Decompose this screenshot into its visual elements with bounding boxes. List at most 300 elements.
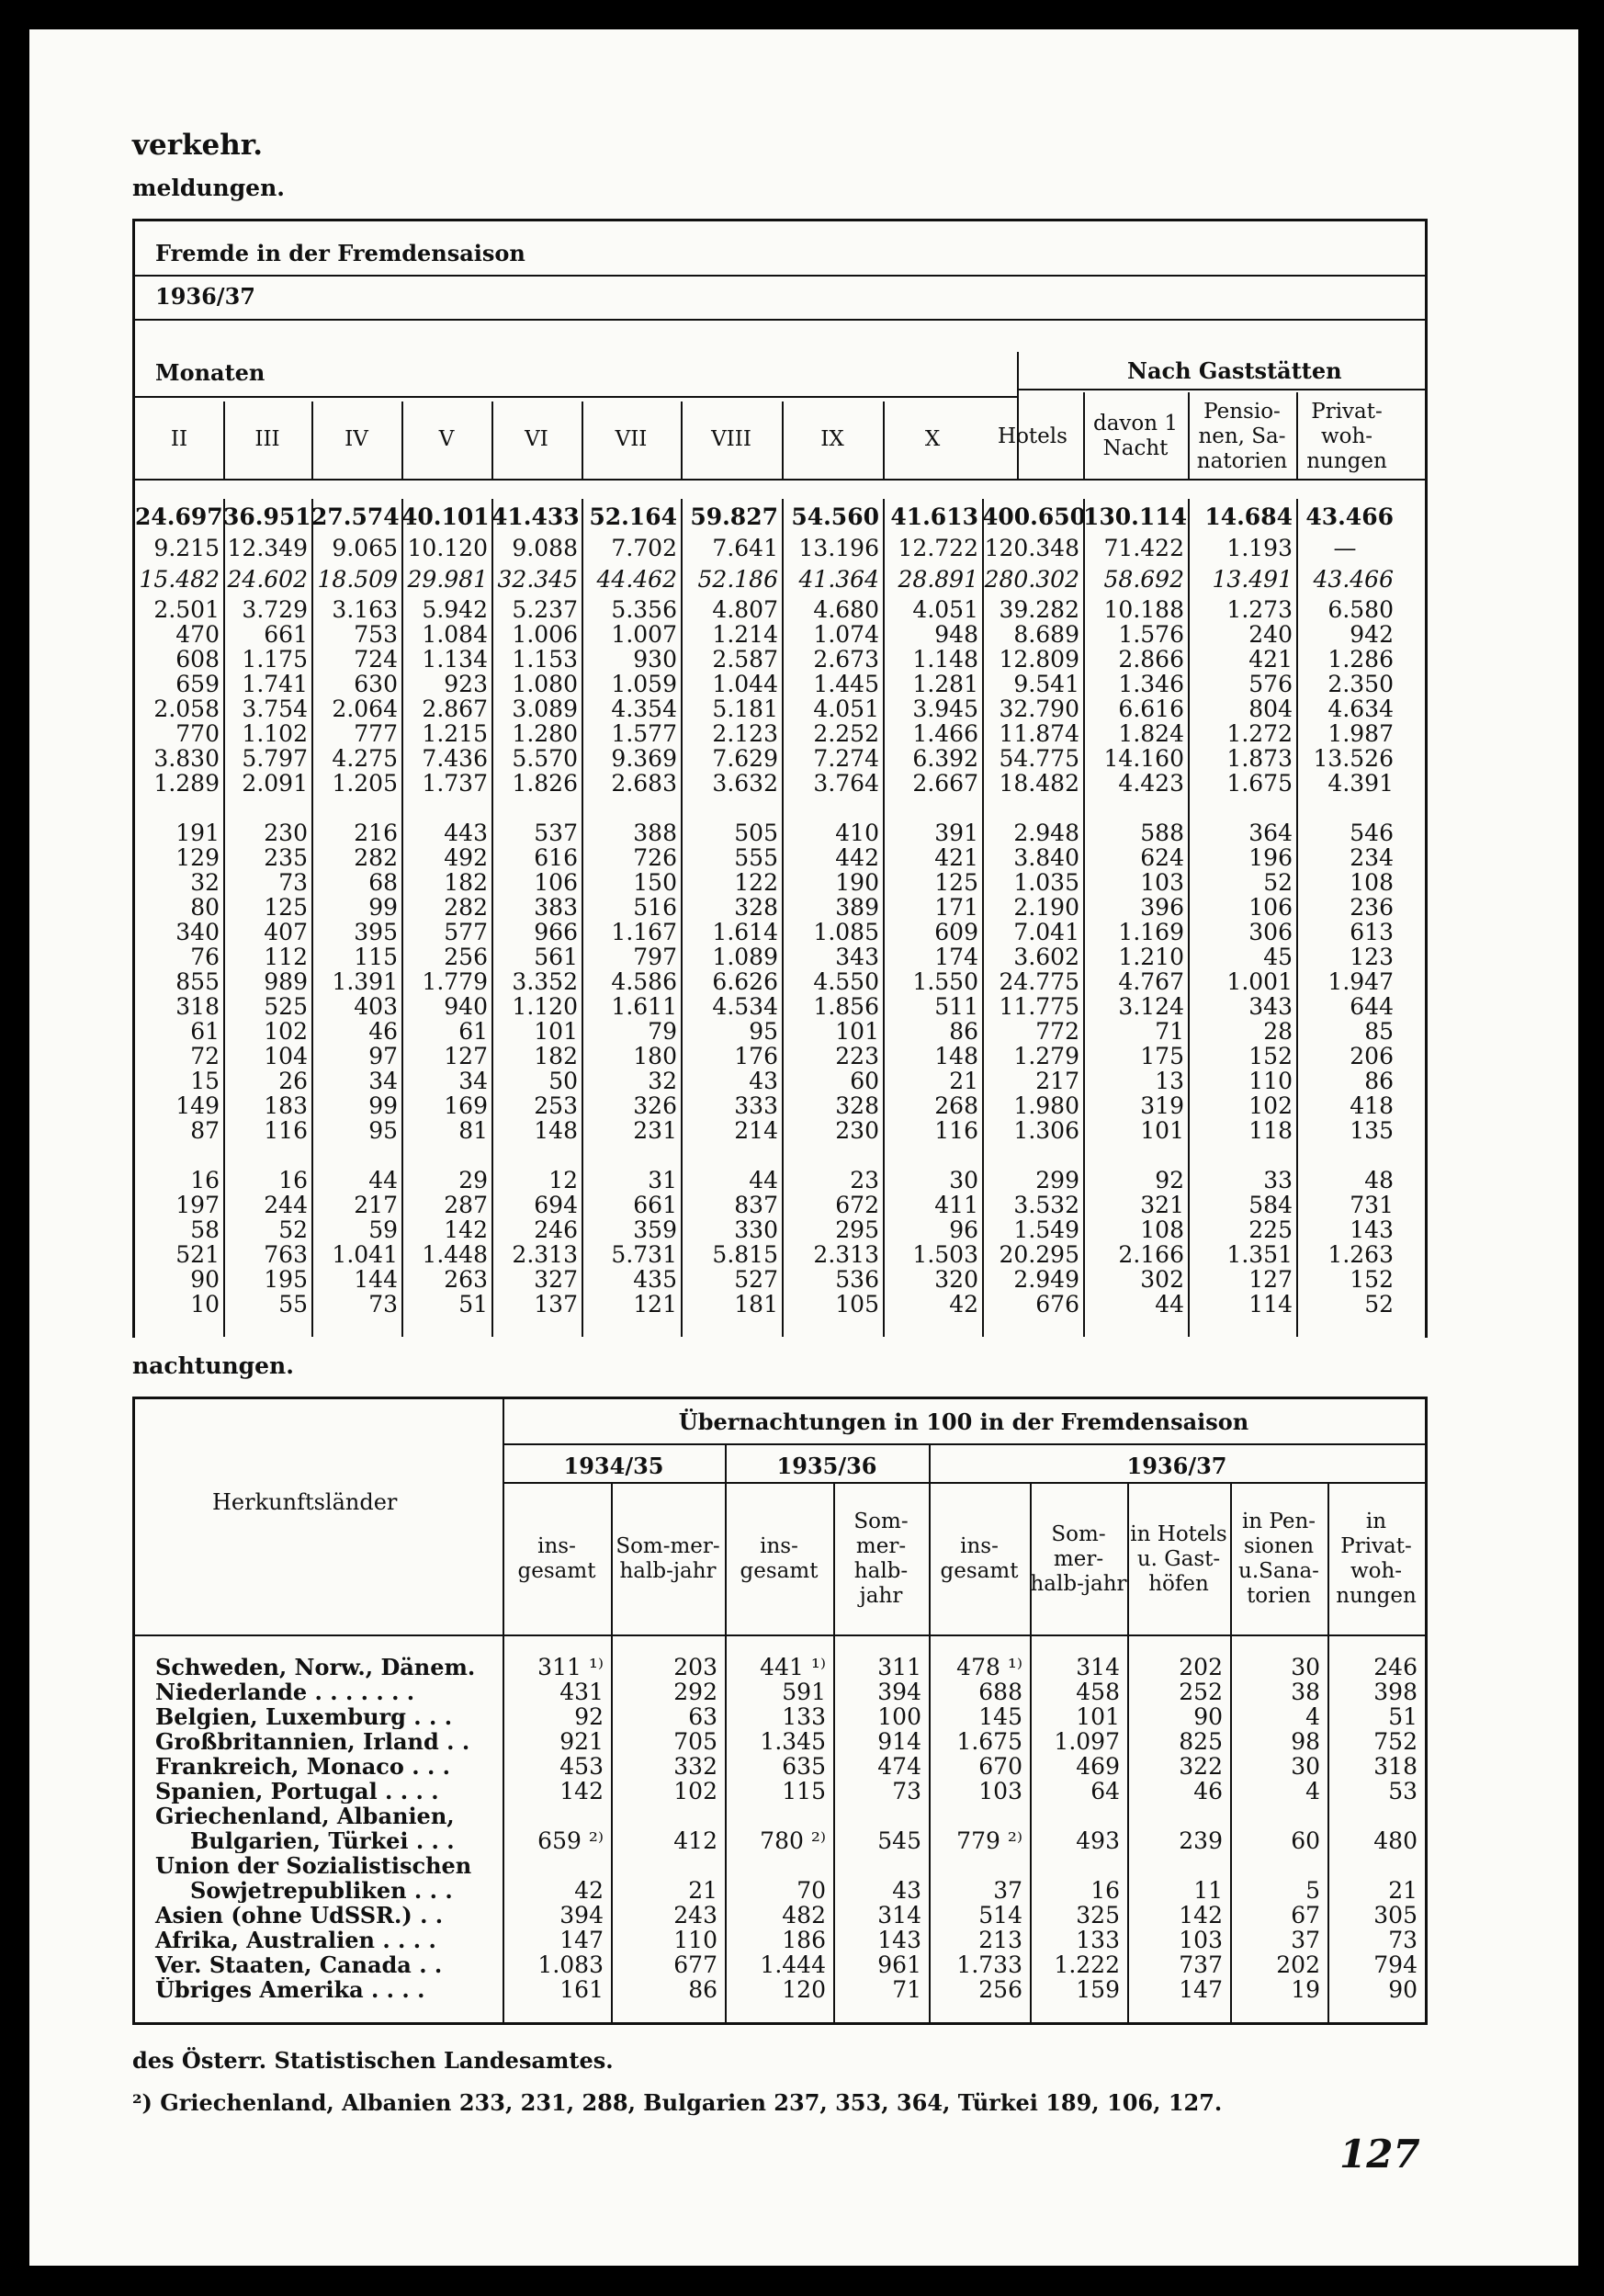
table-cell: 314	[1076, 1654, 1120, 1680]
table-cell: 705	[673, 1728, 717, 1755]
table-row	[135, 1655, 1425, 1680]
page	[29, 29, 1578, 2266]
table-cell: 110	[1248, 1068, 1293, 1094]
table-cell: 753	[354, 621, 398, 648]
table-cell: 672	[835, 1192, 879, 1218]
table-row	[135, 1217, 1397, 1242]
column-header: VII	[615, 426, 648, 451]
table-cell: 480	[1373, 1827, 1418, 1854]
table-cell: 4.550	[813, 968, 879, 995]
table-cell: 330	[734, 1216, 778, 1243]
table-cell: 1.120	[512, 993, 578, 1020]
table-cell: 137	[534, 1291, 578, 1318]
table-cell: 2.673	[813, 646, 879, 673]
table-cell: 24.697	[135, 503, 223, 530]
season-header: 1935/36	[776, 1453, 877, 1479]
table-row	[135, 1878, 1425, 1903]
column-header: Privat-woh-nungen	[1306, 399, 1387, 473]
table-cell: 332	[673, 1753, 717, 1780]
table-cell: 130.114	[1083, 503, 1188, 530]
table-cell: 3.089	[512, 696, 578, 722]
table-cell: 150	[633, 869, 677, 896]
table-cell: 1.445	[813, 671, 879, 697]
table-row	[135, 597, 1397, 622]
table-cell: 3.352	[512, 968, 578, 995]
table-cell: 2.123	[712, 720, 778, 747]
table-row	[135, 1903, 1425, 1928]
table2-title: Übernachtungen in 100 in der Fremdensaison	[678, 1408, 1249, 1435]
column-header: II	[170, 426, 188, 451]
table-cell: 1.263	[1327, 1241, 1394, 1268]
divider	[135, 319, 1425, 321]
table-cell: 27.574	[311, 503, 400, 530]
column-header: X	[924, 426, 941, 451]
table-cell: 318	[175, 993, 220, 1020]
table-cell: 240	[1248, 621, 1293, 648]
table-cell: 20.295	[999, 1241, 1079, 1268]
table-cell: 1.503	[912, 1241, 978, 1268]
table-cell: 12.722	[898, 535, 978, 561]
table-cell: 1.273	[1226, 596, 1293, 623]
table-cell: 175	[1140, 1043, 1184, 1069]
table-cell: 10.188	[1103, 596, 1184, 623]
table-row	[135, 771, 1397, 796]
table-cell: 364	[1248, 820, 1293, 846]
table-row	[135, 969, 1397, 994]
table-cell: 252	[1179, 1679, 1223, 1705]
table-cell: 81	[458, 1117, 488, 1144]
table-cell: 61	[190, 1018, 220, 1045]
table-cell: 1.215	[422, 720, 488, 747]
table-cell: 102	[673, 1778, 717, 1804]
table-row	[135, 504, 1397, 529]
table-cell: 196	[1248, 844, 1293, 871]
table-cell: 1.035	[1013, 869, 1079, 896]
table-cell: 263	[444, 1266, 488, 1293]
table-cell: 411	[934, 1192, 978, 1218]
table-cell: 256	[444, 944, 488, 970]
table-cell: 29.981	[407, 566, 488, 593]
table1-title: Fremde in der Fremdensaison	[155, 240, 525, 266]
table-cell: 13.526	[1313, 745, 1394, 772]
table-cell: 13	[1155, 1068, 1184, 1094]
table-cell: 396	[1140, 894, 1184, 921]
table-cell: 230	[835, 1117, 879, 1144]
table-cell: 103	[978, 1778, 1022, 1804]
table-cell: 825	[1179, 1728, 1223, 1755]
table-cell: 174	[934, 944, 978, 970]
table-cell: 1.272	[1226, 720, 1293, 747]
table-cell: 545	[877, 1827, 921, 1854]
table-cell: 46	[368, 1018, 398, 1045]
table-cell: 561	[534, 944, 578, 970]
column-header: Som-mer-halb-jahr	[853, 1510, 909, 1608]
divider	[135, 275, 1425, 277]
table-cell: 493	[1076, 1827, 1120, 1854]
table-cell: 588	[1140, 820, 1184, 846]
table-cell: 21	[949, 1068, 978, 1094]
table-cell: 206	[1350, 1043, 1394, 1069]
table-cell: 1.947	[1327, 968, 1394, 995]
table-cell: 677	[673, 1951, 717, 1978]
table-cell: 21	[1388, 1877, 1418, 1904]
table-cell: 421	[1248, 646, 1293, 673]
divider	[135, 396, 1017, 398]
table-cell: 92	[574, 1703, 604, 1730]
table-row	[135, 1729, 1425, 1754]
table-cell: 120.348	[984, 535, 1079, 561]
table-cell: 14.684	[1204, 503, 1293, 530]
table-cell: 1.987	[1327, 720, 1394, 747]
table-cell: 103	[1179, 1927, 1223, 1953]
table-cell: 42	[574, 1877, 604, 1904]
table-row	[135, 647, 1397, 672]
table-cell: 694	[534, 1192, 578, 1218]
table-cell: 142	[444, 1216, 488, 1243]
table-cell: 40.101	[401, 503, 490, 530]
table-row	[135, 1292, 1397, 1317]
table-cell: 2.252	[813, 720, 879, 747]
table-cell: 182	[444, 869, 488, 896]
row-label: Niederlande . . . . . . .	[155, 1680, 415, 1704]
table-cell: 780 ²⁾	[760, 1827, 826, 1854]
table-cell: 45	[1263, 944, 1293, 970]
table-row	[135, 672, 1397, 696]
row-label: Griechenland, Albanien,	[155, 1804, 455, 1828]
table-row	[135, 1828, 1425, 1853]
table-cell: 100	[877, 1703, 921, 1730]
table-cell: 133	[782, 1703, 826, 1730]
table-row	[135, 1754, 1425, 1779]
table-cell: 144	[354, 1266, 398, 1293]
table-cell: 125	[934, 869, 978, 896]
table-cell: 15.482	[139, 566, 220, 593]
table-cell: 7.629	[712, 745, 778, 772]
table-cell: 112	[264, 944, 308, 970]
table-cell: 105	[835, 1291, 879, 1318]
table-cell: 236	[1350, 894, 1394, 921]
table-cell: 115	[354, 944, 398, 970]
table-cell: 10.120	[407, 535, 488, 561]
table-cell: 169	[444, 1092, 488, 1119]
table-row	[135, 870, 1397, 895]
table-cell: 942	[1350, 621, 1394, 648]
table-cell: 6.616	[1118, 696, 1184, 722]
table-cell: 161	[559, 1976, 604, 2003]
table-cell: 1.059	[611, 671, 677, 697]
table-cell: 794	[1373, 1951, 1418, 1978]
table-cell: 86	[1364, 1068, 1394, 1094]
column-header: in Hotels u. Gast-höfen	[1130, 1521, 1227, 1596]
table-cell: 492	[444, 844, 488, 871]
table-cell: 71	[892, 1976, 921, 2003]
table-cell: 525	[264, 993, 308, 1020]
table-cell: 1.085	[813, 919, 879, 945]
table-cell: 6.580	[1327, 596, 1394, 623]
table-cell: 121	[633, 1291, 677, 1318]
table-cell: 576	[1248, 671, 1293, 697]
table-cell: 18.509	[317, 566, 398, 593]
table-cell: 12.809	[999, 646, 1079, 673]
table1-heading: meldungen.	[132, 175, 285, 201]
table-cell: 388	[633, 820, 677, 846]
table-cell: 2.064	[332, 696, 398, 722]
table-cell: 80	[190, 894, 220, 921]
divider	[929, 1443, 931, 1482]
table-cell: 458	[1076, 1679, 1120, 1705]
table-cell: 635	[782, 1753, 826, 1780]
table-cell: 54.775	[999, 745, 1079, 772]
table-cell: 73	[1388, 1927, 1418, 1953]
table-cell: 555	[734, 844, 778, 871]
column-header: ins-gesamt	[740, 1534, 819, 1583]
table-cell: 6.626	[712, 968, 778, 995]
table-cell: 453	[559, 1753, 604, 1780]
table-cell: 51	[458, 1291, 488, 1318]
table-cell: 43	[749, 1068, 778, 1094]
table-cell: 1.351	[1226, 1241, 1293, 1268]
table-cell: 435	[633, 1266, 677, 1293]
table-cell: 311	[877, 1654, 921, 1680]
table-cell: 103	[1140, 869, 1184, 896]
table-cell: 763	[264, 1241, 308, 1268]
table-cell: 70	[796, 1877, 826, 1904]
table-cell: 24.602	[227, 566, 308, 593]
table-cell	[611, 1804, 725, 1828]
row-label: Bulgarien, Türkei . . .	[190, 1828, 455, 1853]
table-cell: 176	[734, 1043, 778, 1069]
table-row	[135, 1779, 1425, 1804]
table-cell: 394	[559, 1902, 604, 1928]
table-cell: 36.951	[223, 503, 311, 530]
table-cell: 1.826	[512, 770, 578, 797]
table-cell: 343	[835, 944, 879, 970]
table-cell: 395	[354, 919, 398, 945]
table-cell: 343	[1248, 993, 1293, 1020]
table-cell	[503, 1853, 611, 1878]
table-cell: 1.134	[422, 646, 488, 673]
table-cell: 118	[1248, 1117, 1293, 1144]
table-cell: 30	[1291, 1753, 1320, 1780]
table-cell: 63	[688, 1703, 717, 1730]
table-cell: 1.614	[712, 919, 778, 945]
divider	[503, 1482, 1425, 1484]
column-header: ins-gesamt	[940, 1534, 1019, 1583]
table-cell: 15	[190, 1068, 220, 1094]
table-row	[135, 1193, 1397, 1217]
table-cell: 9.541	[1013, 671, 1079, 697]
table-cell: 280.302	[984, 566, 1079, 593]
source-note: des Österr. Statistischen Landesamtes.	[132, 2047, 614, 2074]
divider	[782, 402, 784, 479]
table-cell: 752	[1373, 1728, 1418, 1755]
table-cell: 239	[1179, 1827, 1223, 1854]
table-cell: 19	[1291, 1976, 1320, 2003]
table-cell: 320	[934, 1266, 978, 1293]
table-cell: 670	[978, 1753, 1022, 1780]
table-cell: 102	[264, 1018, 308, 1045]
table-cell: 989	[264, 968, 308, 995]
table-cell: 2.166	[1118, 1241, 1184, 1268]
column-header: Pensio-nen, Sa-natorien	[1196, 399, 1288, 473]
table-cell: 48	[1364, 1167, 1394, 1193]
table-cell: 930	[633, 646, 677, 673]
table-cell: 1.153	[512, 646, 578, 673]
origin-label: Herkunftsländer	[212, 1489, 398, 1515]
months-label: Monaten	[155, 359, 265, 386]
table-cell: 311 ¹⁾	[537, 1654, 604, 1680]
table-cell: 58	[190, 1216, 220, 1243]
table-cell	[1327, 1853, 1425, 1878]
table-cell: 235	[264, 844, 308, 871]
table-cell: 1.733	[956, 1951, 1022, 1978]
row-label: Frankreich, Monaco . . .	[155, 1754, 451, 1779]
table-cell	[611, 1853, 725, 1878]
table-cell: 3.945	[912, 696, 978, 722]
table-cell: 21	[688, 1877, 717, 1904]
table-cell: 106	[1248, 894, 1293, 921]
table-cell: 76	[190, 944, 220, 970]
table-cell: 5.356	[611, 596, 677, 623]
table-cell: 32	[190, 869, 220, 896]
table-cell: 4.680	[813, 596, 879, 623]
table-cell: 1.306	[1013, 1117, 1079, 1144]
table-cell: 85	[1364, 1018, 1394, 1045]
table-cell: 914	[877, 1728, 921, 1755]
column-header: VIII	[711, 426, 751, 451]
table-cell: 120	[782, 1976, 826, 2003]
row-label: Union der Sozialistischen	[155, 1853, 472, 1878]
table-cell: 234	[1350, 844, 1394, 871]
table-cell: 53	[1388, 1778, 1418, 1804]
table-cell: 125	[264, 894, 308, 921]
table-cell: 855	[175, 968, 220, 995]
table-row	[135, 1267, 1397, 1292]
table-cell: 391	[934, 820, 978, 846]
table-cell: 613	[1350, 919, 1394, 945]
table-cell: 43	[892, 1877, 921, 1904]
table-cell: 1.193	[1226, 535, 1293, 561]
table-cell: 61	[458, 1018, 488, 1045]
table-cell: 5.570	[512, 745, 578, 772]
table-cell: 24.775	[999, 968, 1079, 995]
table-cell: 1.549	[1013, 1216, 1079, 1243]
table-cell: 1.074	[813, 621, 879, 648]
table-cell: 1.286	[1327, 646, 1394, 673]
table-cell: 322	[1179, 1753, 1223, 1780]
table-cell: 9.088	[512, 535, 578, 561]
table-cell: 328	[734, 894, 778, 921]
section-heading: verkehr.	[132, 129, 264, 162]
table-cell: 1.779	[422, 968, 488, 995]
table-cell: 584	[1248, 1192, 1293, 1218]
table-cell: 1.084	[422, 621, 488, 648]
table-cell: 13.491	[1212, 566, 1293, 593]
table-cell: 1.346	[1118, 671, 1184, 697]
table-cell: 1.205	[332, 770, 398, 797]
table-cell: 11.775	[999, 993, 1079, 1020]
table-cell: 101	[534, 1018, 578, 1045]
table-cell: 197	[175, 1192, 220, 1218]
table-cell: 129	[175, 844, 220, 871]
table-cell: 3.632	[712, 770, 778, 797]
table-cell: 1.007	[611, 621, 677, 648]
table-cell: 6.392	[912, 745, 978, 772]
table-cell: 50	[548, 1068, 578, 1094]
table-cell: 5.815	[712, 1241, 778, 1268]
column-header: V	[438, 426, 455, 451]
table-cell: 31	[648, 1167, 677, 1193]
table-row	[135, 1069, 1397, 1093]
table-cell: 287	[444, 1192, 488, 1218]
table-row	[135, 1044, 1397, 1069]
table-cell: 217	[354, 1192, 398, 1218]
table-cell: 5.731	[611, 1241, 677, 1268]
column-header: VI	[525, 426, 548, 451]
table-cell: 2.683	[611, 770, 677, 797]
row-label: Belgien, Luxemburg . . .	[155, 1704, 453, 1729]
table-cell: 302	[1140, 1266, 1184, 1293]
table-cell: 46	[1193, 1778, 1223, 1804]
table-cell	[929, 1853, 1030, 1878]
table-row	[135, 1853, 1425, 1878]
table-cell: 43.466	[1313, 566, 1394, 593]
table-cell: 299	[1035, 1167, 1079, 1193]
table-cell: 181	[734, 1291, 778, 1318]
table-cell: 96	[949, 1216, 978, 1243]
table-cell: 52.164	[589, 503, 677, 530]
table-cell: 325	[1076, 1902, 1120, 1928]
table-cell: 44	[749, 1167, 778, 1193]
table-cell: 145	[978, 1703, 1022, 1730]
table-cell: 182	[534, 1043, 578, 1069]
divider	[223, 402, 225, 479]
table-cell: 616	[534, 844, 578, 871]
table-cell: 609	[934, 919, 978, 945]
divider	[491, 402, 493, 479]
table-cell: 41.613	[890, 503, 978, 530]
column-header: III	[254, 426, 280, 451]
table-cell: 23	[850, 1167, 879, 1193]
table-cell: 30	[1291, 1654, 1320, 1680]
table-cell: 52	[278, 1216, 308, 1243]
row-label: Spanien, Portugal . . . .	[155, 1779, 439, 1804]
table-cell: 478 ¹⁾	[956, 1654, 1022, 1680]
table-cell: 59.827	[690, 503, 778, 530]
table-cell: 1.675	[956, 1728, 1022, 1755]
divider	[401, 402, 403, 479]
table-cell	[929, 1804, 1030, 1828]
table-row	[135, 944, 1397, 969]
table-cell: 142	[1179, 1902, 1223, 1928]
table-cell: 214	[734, 1117, 778, 1144]
table-cell: 383	[534, 894, 578, 921]
table-cell: 14.160	[1103, 745, 1184, 772]
table-cell: 724	[354, 646, 398, 673]
table-cell: 2.058	[153, 696, 220, 722]
table-cell: 2.667	[912, 770, 978, 797]
table-cell: 630	[354, 671, 398, 697]
table-cell: 4	[1305, 1778, 1320, 1804]
table-row	[135, 536, 1397, 560]
table-cell: 42	[949, 1291, 978, 1318]
table-cell: 5.181	[712, 696, 778, 722]
table-cell: 95	[749, 1018, 778, 1045]
table-cell: 5.942	[422, 596, 488, 623]
table-cell: 3.532	[1013, 1192, 1079, 1218]
table-cell: 1.169	[1118, 919, 1184, 945]
table-cell: 243	[673, 1902, 717, 1928]
